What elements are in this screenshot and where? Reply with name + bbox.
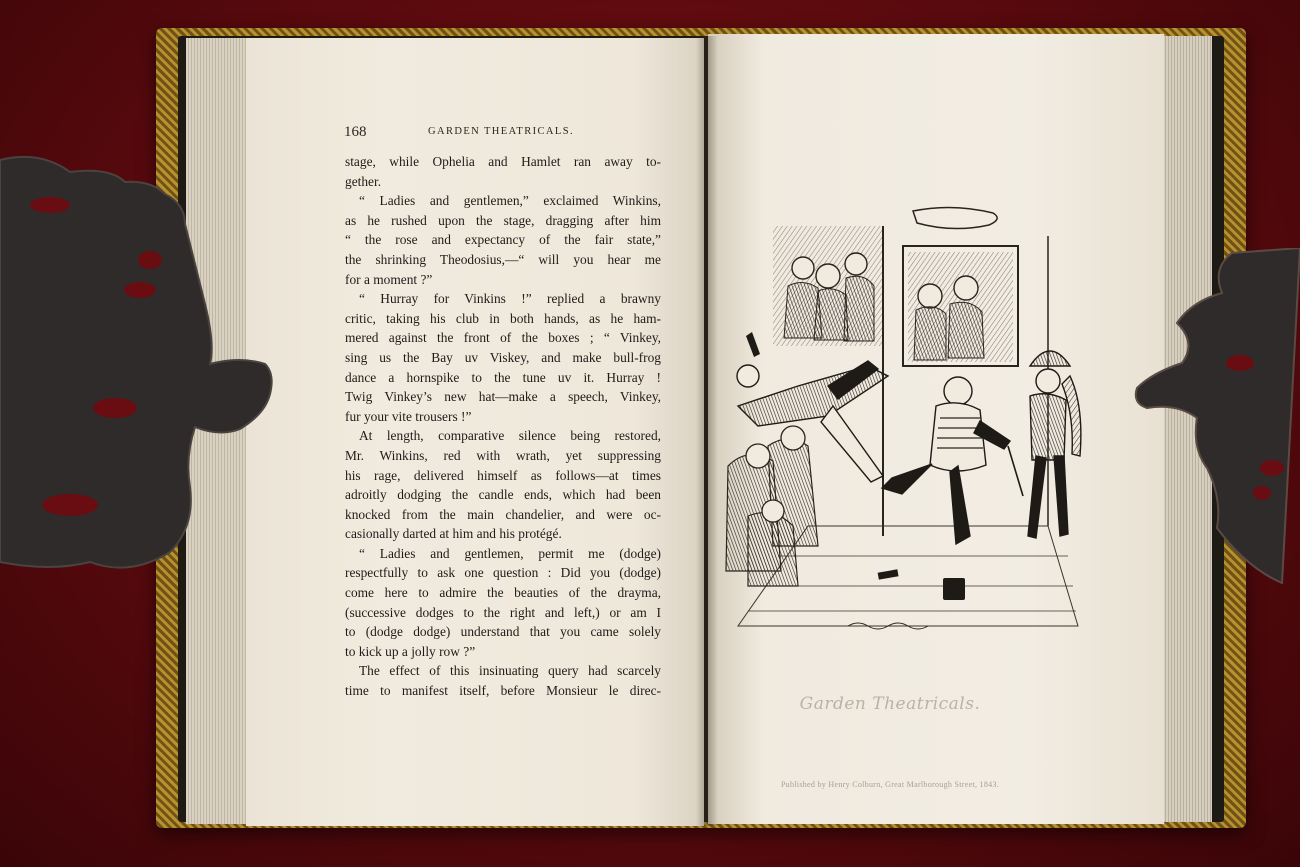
text-line: adroitly dodging the candle ends, which had been xyxy=(345,487,661,503)
text-line: his rage, delivered himself as follows—at times xyxy=(345,467,661,483)
text-line: “ Ladies and gentlemen,” exclaimed Winkins, xyxy=(359,193,661,209)
text-line: mered against the front of the boxes ; “ Vinkey, xyxy=(345,330,661,346)
left-book-clip xyxy=(0,150,290,580)
text-line: the shrinking Theodosius,—“ will you hear me xyxy=(345,251,661,267)
text-line: time to manifest itself, before Monsieur le direc- xyxy=(345,683,661,699)
text-line: sing us the Bay uv Viskey, and make bull-frog xyxy=(345,349,661,365)
text-line: The effect of this insinuating query had scarcely xyxy=(359,663,661,679)
text-line: (successive dodges to the right and left,) or am I xyxy=(345,604,661,620)
text-line: casionally darted at him and his protégé. xyxy=(345,526,562,542)
text-line: come here to admire the beauties of the drayma, xyxy=(345,585,661,601)
engraved-illustration xyxy=(718,206,1098,636)
running-title: GARDEN THEATRICALS. xyxy=(428,126,574,137)
text-line: “ Ladies and gentlemen, permit me (dodge) xyxy=(359,545,661,561)
page-text xyxy=(345,152,661,701)
text-line: for a moment ?” xyxy=(345,271,433,287)
text-line: “ Hurray for Vinkins !” replied a brawny xyxy=(359,291,661,307)
text-line: “ the rose and expectancy of the fair state,” xyxy=(345,232,661,248)
chandelier xyxy=(913,207,997,228)
text-line: to (dodge dodge) understand that you came solely xyxy=(345,624,661,640)
text-line: critic, taking his club in both hands, as he ham- xyxy=(345,310,661,326)
page-number: 168 xyxy=(344,124,367,140)
illustration-caption: Garden Theatricals. xyxy=(799,694,981,714)
publisher-imprint: Published by Henry Colburn, Great Marlborough Street, 1843. xyxy=(780,780,1000,789)
text-line: knocked from the main chandelier, and were oc- xyxy=(345,506,661,522)
text-line: At length, comparative silence being restored, xyxy=(359,428,661,444)
text-line: Twig Vinkey’s new hat—make a speech, Vinkey, xyxy=(345,389,661,405)
text-line: gether. xyxy=(345,173,382,189)
right-book-clip xyxy=(1132,248,1300,588)
text-line: stage, while Ophelia and Hamlet ran away to- xyxy=(345,154,661,169)
text-line: Mr. Winkins, red with wrath, yet suppressing xyxy=(345,447,661,463)
page-header xyxy=(344,124,664,142)
text-line: as he rushed upon the stage, dragging after him xyxy=(345,212,661,228)
text-line: to kick up a jolly row ?” xyxy=(345,643,476,659)
book-gutter xyxy=(696,36,718,826)
text-line: respectfully to ask one question : Did you (dodge) xyxy=(345,565,661,581)
text-line: dance a hornspike to the tune uv it. Hurray ! xyxy=(345,369,661,385)
text-line: fur your vite trousers !” xyxy=(345,408,472,424)
